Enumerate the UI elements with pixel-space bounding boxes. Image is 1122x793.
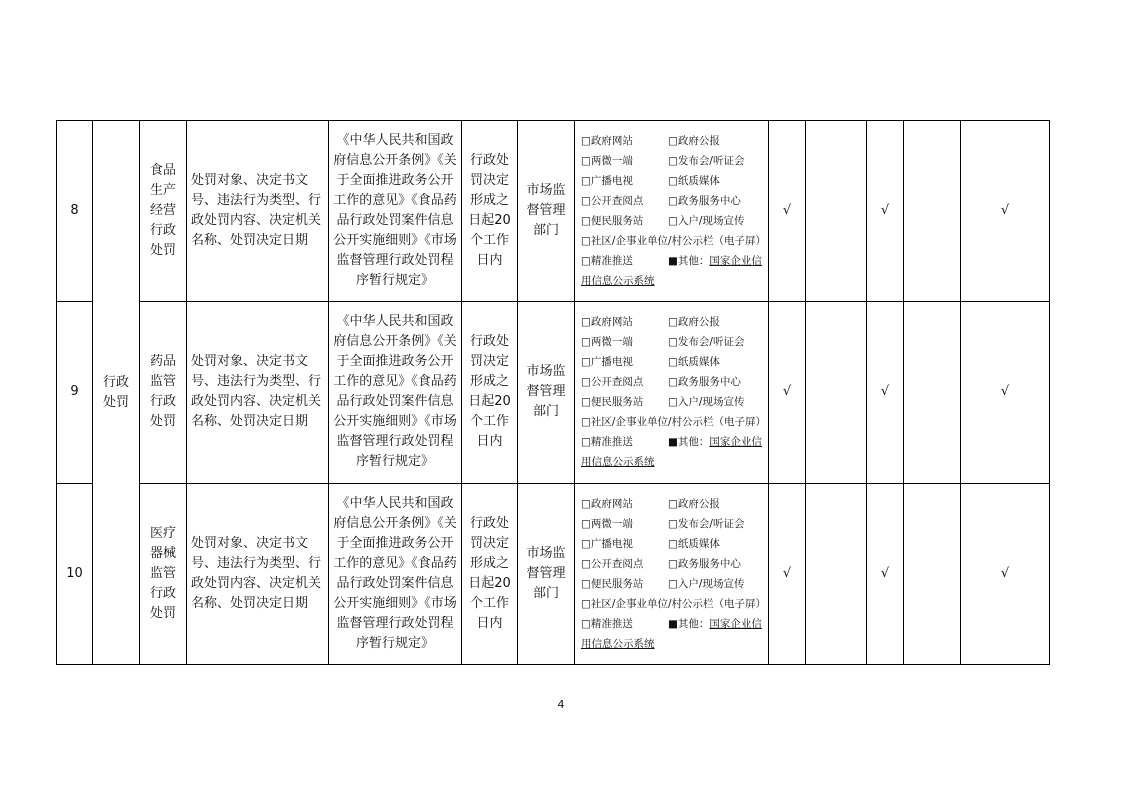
channels-list (581, 312, 764, 472)
channel-option: □便民服务站 (581, 396, 644, 409)
channels-list (581, 131, 764, 291)
item-cell (140, 302, 187, 483)
item-label: 药品监管行政处罚 (149, 354, 176, 430)
content-cell: 处罚对象、决定书文号、违法行为类型、行政处罚内容、决定机关名称、处罚决定日期 (187, 483, 329, 664)
channel-option: □政府网站 (581, 497, 633, 510)
channel-other (668, 614, 764, 634)
channel-option: □公开查阅点 (581, 557, 644, 570)
channel-option: □社区/企事业单位/村公示栏（电子屏） (581, 416, 766, 429)
channel-option: □入户/现场宣传 (668, 215, 745, 228)
check-cell: √ (961, 302, 1050, 483)
time-limit-cell (462, 302, 518, 483)
department-label: 市场监督管理部门 (526, 364, 566, 420)
channel-other-value: 国家企业信 (709, 436, 762, 449)
check-cell (806, 483, 867, 664)
channel-option: □广播电视 (581, 356, 633, 369)
channel-other-value-cont: 用信息公示系统 (581, 275, 655, 288)
channel-option: □纸质媒体 (668, 537, 720, 550)
channel-other-label: ■其他： (668, 617, 710, 630)
channel-other (668, 432, 764, 452)
channel-option: □政府网站 (581, 316, 633, 329)
item-label: 食品生产经营行政处罚 (149, 163, 176, 259)
check-cell: √ (867, 121, 904, 302)
channel-option: □政府公报 (668, 316, 720, 329)
channel-option: □广播电视 (581, 175, 633, 188)
category-cell (93, 121, 140, 665)
item-label: 医疗器械监管行政处罚 (149, 525, 176, 621)
channel-option: □便民服务站 (581, 577, 644, 590)
channel-option: □公开查阅点 (581, 195, 644, 208)
time-limit-label: 行政处罚决定形成之日起20个工作日内 (468, 334, 511, 450)
item-cell (140, 483, 187, 664)
basis-cell: 《中华人民共和国政府信息公开条例》《关于全面推进政务公开工作的意见》《食品药品行政处罚案件信息公开实施细则》《市场监督管理行政处罚程序暂行规定》 (329, 483, 462, 664)
check-cell: √ (769, 302, 806, 483)
department-label: 市场监督管理部门 (526, 183, 566, 239)
channel-option: □发布会/听证会 (668, 336, 745, 349)
channel-option: □精准推送 (581, 436, 633, 449)
channel-other-value-cont: 用信息公示系统 (581, 456, 655, 469)
category-label: 行政处罚 (102, 374, 129, 410)
channel-option: □纸质媒体 (668, 356, 720, 369)
check-cell (806, 302, 867, 483)
time-limit-cell (462, 121, 518, 302)
table-row (57, 483, 1050, 664)
channel-option: □公开查阅点 (581, 376, 644, 389)
check-cell: √ (769, 121, 806, 302)
time-limit-cell (462, 483, 518, 664)
department-label: 市场监督管理部门 (526, 545, 566, 601)
time-limit-label: 行政处罚决定形成之日起20个工作日内 (468, 515, 511, 631)
basis-cell: 《中华人民共和国政府信息公开条例》《关于全面推进政务公开工作的意见》《食品药品行政处罚案件信息公开实施细则》《市场监督管理行政处罚程序暂行规定》 (329, 121, 462, 302)
check-cell: √ (961, 483, 1050, 664)
channel-option: □入户/现场宣传 (668, 577, 745, 590)
channel-other-label: ■其他： (668, 255, 710, 268)
channel-option: □政务服务中心 (668, 195, 741, 208)
channel-other-label: ■其他： (668, 436, 710, 449)
channel-option: □政务服务中心 (668, 557, 741, 570)
check-cell: √ (769, 483, 806, 664)
table-row (57, 302, 1050, 483)
channels-cell (575, 483, 769, 664)
time-limit-label: 行政处罚决定形成之日起20个工作日内 (468, 153, 511, 269)
channel-option: □便民服务站 (581, 215, 644, 228)
channel-option: □发布会/听证会 (668, 517, 745, 530)
channel-option: □政务服务中心 (668, 376, 741, 389)
table-row (57, 121, 1050, 302)
channel-option: □社区/企事业单位/村公示栏（电子屏） (581, 597, 766, 610)
check-cell (806, 121, 867, 302)
check-cell (904, 483, 961, 664)
channels-cell (575, 302, 769, 483)
department-cell (518, 483, 575, 664)
check-cell (904, 121, 961, 302)
department-cell (518, 302, 575, 483)
check-cell (904, 302, 961, 483)
row-number: 10 (57, 483, 93, 664)
channel-other-value: 国家企业信 (709, 255, 762, 268)
channel-option: □广播电视 (581, 537, 633, 550)
channel-other (668, 251, 764, 271)
channels-list (581, 494, 764, 654)
basis-cell: 《中华人民共和国政府信息公开条例》《关于全面推进政务公开工作的意见》《食品药品行政处罚案件信息公开实施细则》《市场监督管理行政处罚程序暂行规定》 (329, 302, 462, 483)
channel-option: □社区/企事业单位/村公示栏（电子屏） (581, 235, 766, 248)
page-number: 4 (557, 698, 565, 711)
channel-option: □精准推送 (581, 617, 633, 630)
check-cell: √ (867, 302, 904, 483)
channel-option: □政府公报 (668, 497, 720, 510)
channel-option: □政府网站 (581, 135, 633, 148)
disclosure-table (56, 120, 1050, 665)
item-cell (140, 121, 187, 302)
channel-option: □纸质媒体 (668, 175, 720, 188)
channel-option: □精准推送 (581, 255, 633, 268)
row-number: 8 (57, 121, 93, 302)
channel-option: □两微一端 (581, 517, 633, 530)
channels-cell (575, 121, 769, 302)
channel-other-value-cont: 用信息公示系统 (581, 637, 655, 650)
content-cell: 处罚对象、决定书文号、违法行为类型、行政处罚内容、决定机关名称、处罚决定日期 (187, 121, 329, 302)
channel-option: □发布会/听证会 (668, 155, 745, 168)
channel-option: □两微一端 (581, 155, 633, 168)
check-cell: √ (867, 483, 904, 664)
channel-option: □两微一端 (581, 336, 633, 349)
row-number: 9 (57, 302, 93, 483)
check-cell: √ (961, 121, 1050, 302)
channel-option: □入户/现场宣传 (668, 396, 745, 409)
content-cell: 处罚对象、决定书文号、违法行为类型、行政处罚内容、决定机关名称、处罚决定日期 (187, 302, 329, 483)
channel-option: □政府公报 (668, 135, 720, 148)
channel-other-value: 国家企业信 (709, 617, 762, 630)
department-cell (518, 121, 575, 302)
